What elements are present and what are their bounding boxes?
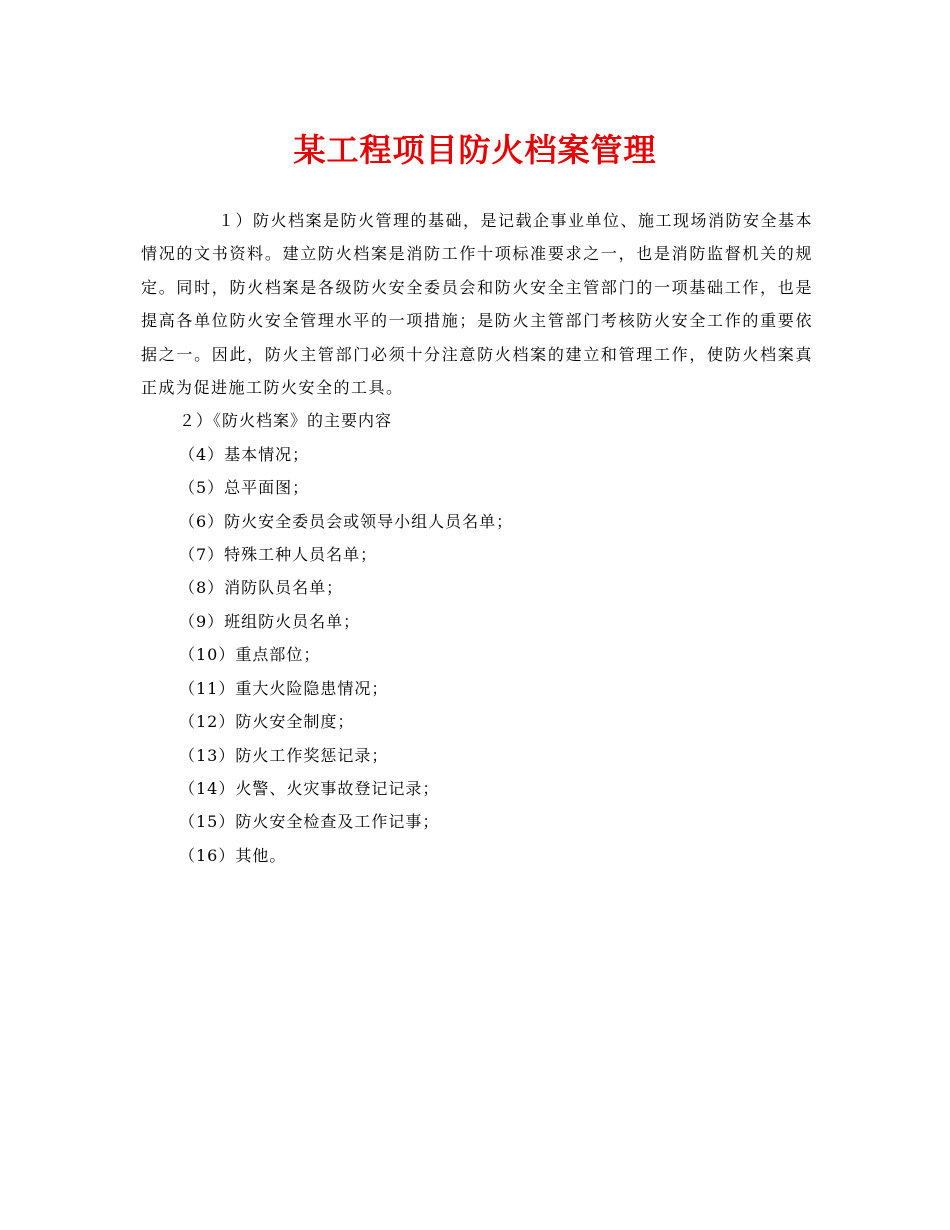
list-item: （16）其他。 bbox=[179, 845, 287, 865]
list-item: （4）基本情况； bbox=[179, 444, 310, 464]
document-body bbox=[141, 204, 813, 872]
list-item: （13）防火工作奖惩记录； bbox=[179, 745, 389, 765]
list-item: （12）防火安全制度； bbox=[179, 712, 355, 732]
list-item: （15）防火安全检查及工作记事； bbox=[179, 812, 440, 832]
list-item: （8）消防队员名单； bbox=[179, 578, 344, 598]
list-item: （9）班组防火员名单； bbox=[179, 611, 361, 631]
content-list bbox=[141, 404, 813, 872]
paragraph-1: １）防火档案是防火管理的基础，是记载企事业单位、施工现场消防安全基本情况的文书资料。建立防火档案是消防工作十项标准要求之一，也是消防监督机关的规定。同时，防火档案是各级防火安全委员会和防火安全主管部门的一项基础工作，也是提高各单位防火安全管理水平的一项措施；是防火主管部门考核防火安全工作的重要依据之一。因此，防火主管部门必须十分注意防火档案的建立和管理工作，使防火档案真正成为促进施工防火安全的工具。 bbox=[141, 211, 814, 398]
list-item: （5）总平面图； bbox=[179, 478, 310, 498]
document-title: 某工程项目防火档案管理 bbox=[293, 131, 657, 169]
list-item: （10）重点部位； bbox=[179, 645, 321, 665]
list-item: （7）特殊工种人员名单； bbox=[179, 545, 378, 565]
list-item: （6）防火安全委员会或领导小组人员名单； bbox=[179, 511, 514, 531]
list-item: （14）火警、火灾事故登记记录； bbox=[179, 778, 440, 798]
list-item: （11）重大火险隐患情况； bbox=[179, 678, 389, 698]
section-2-heading: ２）《防火档案》的主要内容 bbox=[179, 411, 393, 431]
